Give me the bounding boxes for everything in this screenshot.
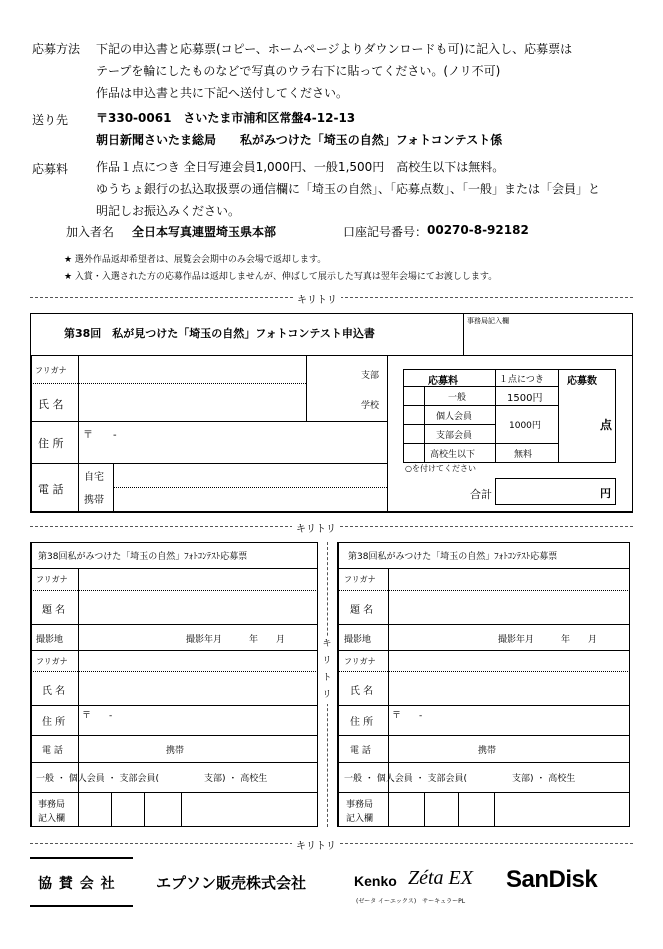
mobile-label: 携帯	[166, 746, 185, 756]
mobile-label: 携帯	[478, 746, 497, 756]
office-label: 記入欄	[38, 814, 66, 824]
mobile-phone-field[interactable]	[115, 489, 385, 511]
address-label: 住 所	[38, 437, 64, 450]
date-label: 撮影年月 年 月	[186, 635, 286, 645]
cut-label-vertical: キ リ ト リ	[321, 636, 333, 704]
location-label: 撮影地	[344, 635, 372, 645]
price-member: 1000円	[509, 421, 541, 431]
entry-title: 第38回私がみつけた「埼玉の自然」ﾌｫﾄｺﾝﾃｽﾄ応募票	[38, 552, 248, 562]
note: ★ 選外作品返却希望者は、展覧会会期中のみ会場で返却します。	[64, 255, 327, 265]
address-label: 住 所	[350, 717, 374, 728]
circle-note: ○を付けてください	[405, 464, 476, 473]
office-label: 記入欄	[346, 814, 374, 824]
furigana-label: フリガナ	[344, 575, 376, 584]
fee-line: ゆうちょ銀行の払込取扱票の通信欄に「埼玉の自然」、「応募点数」、「一般」または「会員」と	[96, 182, 601, 196]
address-field[interactable]: 〒 -	[392, 711, 423, 721]
circle-branch[interactable]	[405, 426, 422, 441]
category-options[interactable]: 一般 ・ 個人会員 ・ 支部会員( 支部) ・ 高校生	[36, 774, 268, 784]
school-label: 学校	[361, 401, 380, 411]
title-label: 題 名	[350, 605, 374, 616]
address-field[interactable]: 〒 -	[82, 711, 113, 721]
sponsor-label: 協 賛 会 社	[38, 876, 116, 892]
fee-row-label: 一般	[448, 393, 467, 403]
phone-label: 電 話	[42, 746, 63, 756]
account-holder: 全日本写真連盟埼玉県本部	[132, 225, 277, 239]
cut-label: キリトリ	[293, 291, 341, 306]
dest-label: 送り先	[32, 113, 69, 127]
total-field[interactable]	[495, 478, 616, 505]
name-field[interactable]	[80, 385, 304, 419]
address-field[interactable]: 〒 -	[83, 430, 117, 441]
sponsor-zeta-logo: Zéta EX	[408, 867, 473, 889]
method-label: 応募方法	[32, 42, 81, 56]
sponsor-sandisk-logo: SanDisk	[506, 866, 598, 893]
divider	[30, 857, 133, 859]
method-line: 下記の申込書と応募票(コピー、ホームページよりダウンロードも可)に記入し、応募票は	[96, 42, 573, 56]
location-label: 撮影地	[36, 635, 64, 645]
title-field[interactable]	[390, 592, 628, 622]
furigana-label: フリガナ	[35, 366, 67, 375]
furigana-field[interactable]	[80, 358, 304, 382]
price-general: 1500円	[507, 393, 543, 404]
price-free: 無料	[514, 450, 533, 460]
fee-label: 応募料	[32, 162, 69, 176]
circle-general[interactable]	[405, 388, 422, 403]
entry-count-field[interactable]	[560, 388, 614, 461]
circle-individual[interactable]	[405, 407, 422, 422]
sponsor-kenko-logo: Kenko	[354, 873, 397, 889]
sponsor-kenko-sub: (ゼータ イーエックス) サーキュラーPL	[356, 898, 466, 905]
home-label: 自宅	[84, 472, 104, 483]
furigana-label: フリガナ	[36, 657, 68, 666]
account-number-label: 口座記号番号：	[343, 225, 428, 239]
office-label: 事務局記入欄	[467, 317, 509, 325]
date-label: 撮影年月 年 月	[498, 635, 598, 645]
address-label: 住 所	[42, 717, 66, 728]
dest-line: 〒330-0061 さいたま市浦和区常盤4-12-13	[96, 111, 356, 125]
count-header: 応募数	[567, 376, 597, 387]
fee-line: 作品１点につき 全日写連会員1,000円、一般1,500円 高校生以下は無料。	[96, 160, 505, 174]
name-label: 氏 名	[350, 686, 374, 697]
total-label: 合計	[470, 488, 492, 501]
home-phone-field[interactable]	[115, 465, 385, 486]
name-label: 氏 名	[38, 398, 64, 411]
method-line: 作品は申込書と共に下記へ送付してください。	[96, 86, 349, 100]
fee-header: 応募料	[428, 376, 458, 387]
account-holder-label: 加入者名	[66, 225, 115, 239]
account-number: 00270-8-92182	[427, 223, 529, 237]
office-label: 事務局	[346, 800, 374, 810]
sponsor-epson: エプソン販売株式会社	[156, 874, 307, 892]
dest-line: 朝日新聞さいたま総局 私がみつけた「埼玉の自然」フォトコンテスト係	[96, 133, 503, 147]
form-title: 第38回 私が見つけた「埼玉の自然」フォトコンテスト申込書	[64, 327, 375, 340]
category-options[interactable]: 一般 ・ 個人会員 ・ 支部会員( 支部) ・ 高校生	[344, 774, 576, 784]
fee-line: 明記しお振込みください。	[96, 204, 241, 218]
name-field[interactable]	[390, 673, 628, 703]
fee-row-label: 個人会員	[436, 412, 473, 422]
furigana-label: フリガナ	[36, 575, 68, 584]
note: ★ 入賞・入選された方の応募作品は返却しませんが、伸ばして展示した写真は翌年会場にてお渡しします。	[64, 272, 498, 282]
name-field[interactable]	[80, 673, 316, 703]
branch-label: 支部	[361, 371, 380, 381]
entry-title: 第38回私がみつけた「埼玉の自然」ﾌｫﾄｺﾝﾃｽﾄ応募票	[348, 552, 558, 562]
cut-label: キリトリ	[292, 520, 340, 535]
fee-row-label: 支部会員	[436, 431, 473, 441]
name-label: 氏 名	[42, 686, 66, 697]
phone-label: 電 話	[38, 483, 64, 496]
mobile-label: 携帯	[84, 495, 104, 506]
divider	[30, 905, 133, 907]
cut-label: キリトリ	[292, 837, 340, 852]
method-line: テープを輪にしたものなどで写真のウラ右下に貼ってください。(ノリ不可)	[96, 64, 501, 78]
office-label: 事務局	[38, 800, 66, 810]
title-label: 題 名	[42, 605, 66, 616]
title-field[interactable]	[80, 592, 316, 622]
phone-label: 電 話	[350, 746, 371, 756]
fee-row-label: 高校生以下	[430, 450, 476, 460]
yen-label: 円	[600, 487, 611, 500]
circle-highschool[interactable]	[405, 445, 422, 461]
unit-points: 点	[600, 418, 613, 432]
per-item-header: １点につき	[499, 375, 544, 385]
furigana-label: フリガナ	[344, 657, 376, 666]
